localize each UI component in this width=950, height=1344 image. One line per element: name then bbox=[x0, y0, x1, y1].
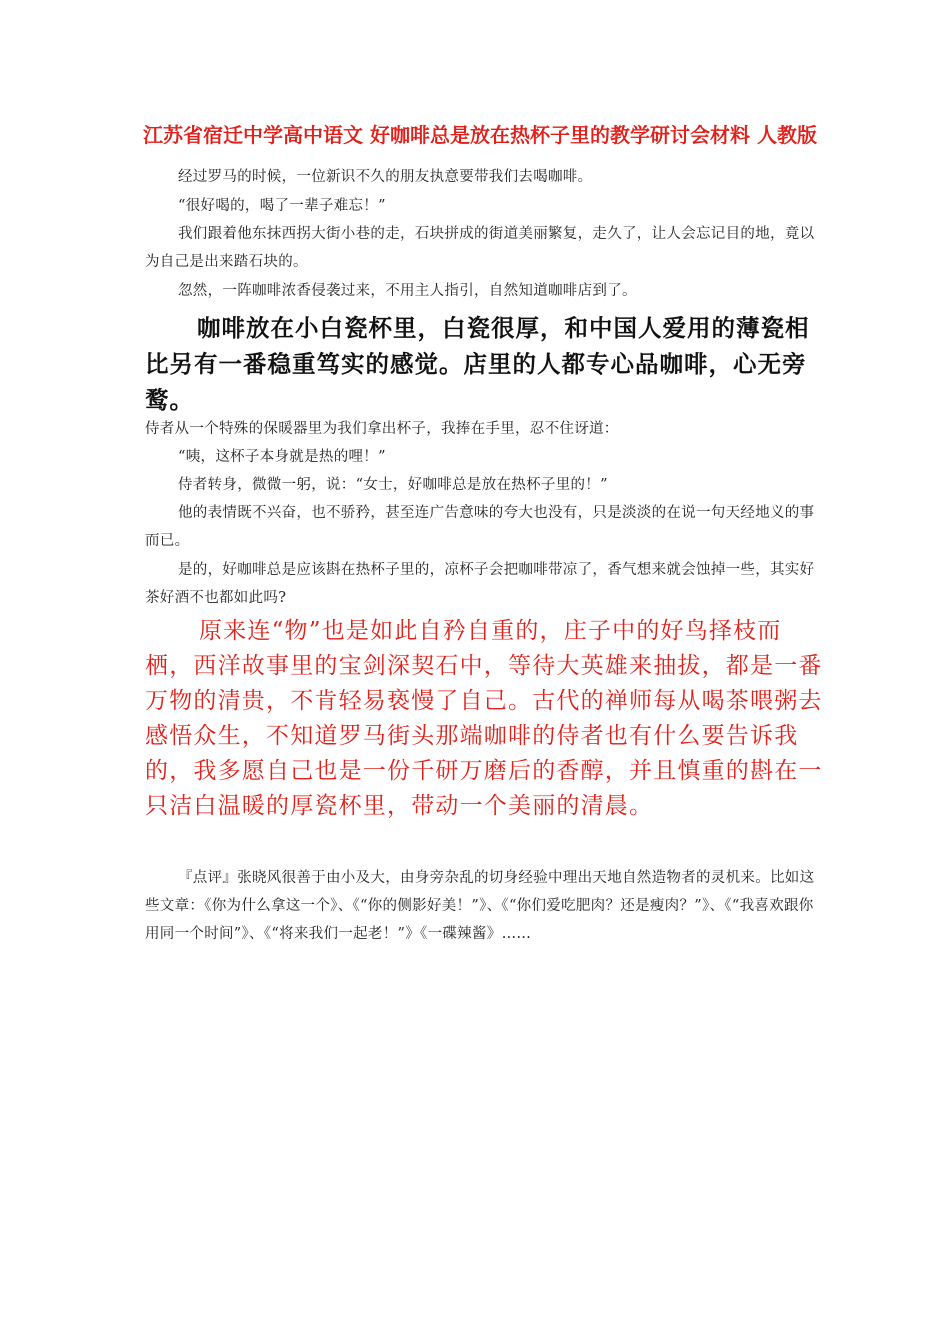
paragraph-4: 忽然，一阵咖啡浓香侵袭过来，不用主人指引，自然知道咖啡店到了。 bbox=[178, 283, 637, 299]
highlight-red-passage: 原来连“物”也是如此自矜自重的，庄子中的好鸟择枝而栖，西洋故事里的宝剑深契石中，等待大英雄来抽拔，都是一番万物的清贵，不肯轻易亵慢了自己。古代的禅师每从喝茶喂粥去感悟众生，不知道罗马街头那端咖啡的侍者也有什么要告诉我的，我多愿自己也是一份千研万磨后的香醇，并且慎重的斟在一只洁白温暖的厚瓷杯里，带动一个美丽的清晨。 bbox=[145, 618, 823, 819]
comment-paragraph: 『点评』张晓风很善于由小及大，由身旁杂乱的切身经验中理出天地自然造物者的灵机来。比如这些文章：《你为什么拿这一个》、《“你的侧影好美！”》、《“你们爱吃肥肉？还是瘦肉？”》、《“我喜欢跟你用同一个时间”》、《“将来我们一起老！”》《一碟辣酱》…… bbox=[145, 870, 815, 942]
document-title: 江苏省宿迁中学高中语文 好咖啡总是放在热杯子里的教学研讨会材料 人教版 bbox=[143, 123, 817, 147]
paragraph-5: 侍者从一个特殊的保暖器里为我们拿出杯子，我捧在手里，忍不住讶道： bbox=[145, 421, 619, 437]
paragraph-7: 侍者转身，微微一躬，说：“女士，好咖啡总是放在热杯子里的！” bbox=[178, 477, 608, 493]
paragraph-9: 是的，好咖啡总是应该斟在热杯子里的，凉杯子会把咖啡带凉了，香气想来就会蚀掉一些，其实好茶好酒不也都如此吗? bbox=[145, 562, 815, 606]
paragraph-3: 我们跟着他东抹西拐大街小巷的走，石块拼成的街道美丽繁复，走久了，让人会忘记目的地，竟以为自己是出来踏石块的。 bbox=[145, 226, 815, 270]
paragraph-2: “很好喝的，喝了一辈子难忘！” bbox=[178, 198, 386, 214]
highlight-black-passage: 咖啡放在小白瓷杯里，白瓷很厚，和中国人爱用的薄瓷相比另有一番稳重笃实的感觉。店里的人都专心品咖啡，心无旁鹜。 bbox=[145, 314, 810, 414]
paragraph-1: 经过罗马的时候，一位新识不久的朋友执意要带我们去喝咖啡。 bbox=[178, 169, 593, 185]
paragraph-6: “咦，这杯子本身就是热的哩！” bbox=[178, 449, 386, 465]
paragraph-8: 他的表情既不兴奋，也不骄矜，甚至连广告意味的夸大也没有，只是淡淡的在说一句天经地义的事而已。 bbox=[145, 505, 815, 549]
